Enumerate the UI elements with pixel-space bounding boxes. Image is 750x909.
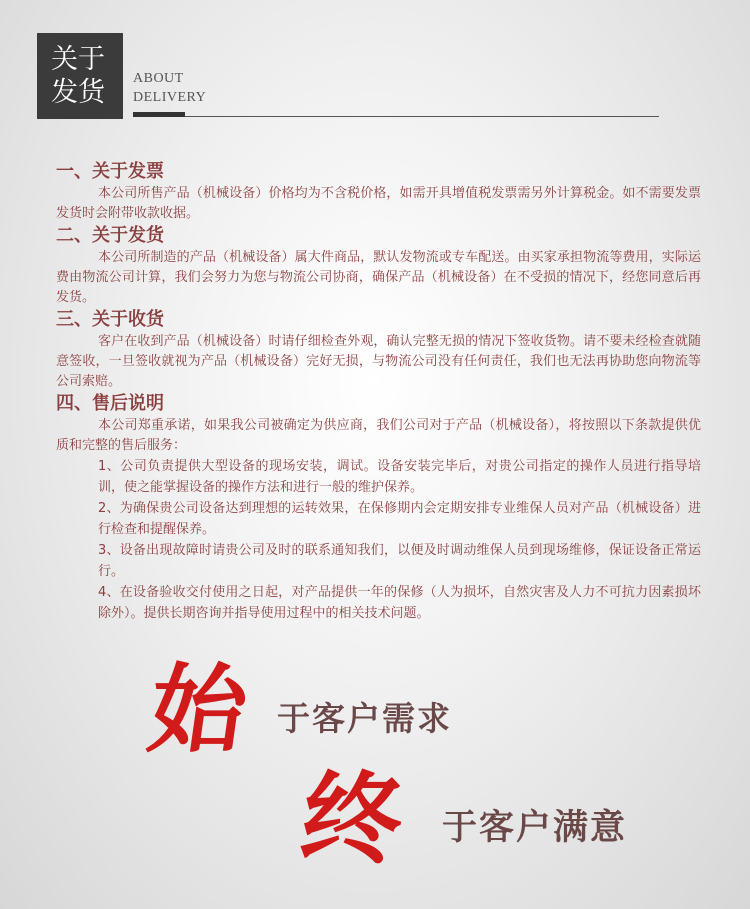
section-paragraph: 本公司所售产品（机械设备）价格均为不含税价格，如需开具增值税发票需另外计算税金。如不需要发票发货时会附带收款收据。: [56, 186, 701, 221]
header-en-line2: DELIVERY: [133, 90, 207, 105]
section-after-sales: [56, 392, 701, 624]
list-item: 1、公司负责提供大型设备的现场安装，调试。设备安装完毕后，对贵公司指定的操作人员进行指导培训，使之能掌握设备的操作方法和进行一般的维护保养。: [98, 459, 701, 495]
slogan-text-start: 于客户需求: [277, 699, 452, 738]
section-paragraph: 客户在收到产品（机械设备）时请仔细检查外观，确认完整无损的情况下签收货物。请不要未经检查就随意签收，一旦签收就视为产品（机械设备）完好无损，与物流公司没有任何责任，我们也无法再协助您向物流等公司索赔。: [56, 334, 701, 389]
section-invoice: [56, 160, 701, 224]
section-delivery: [56, 224, 701, 308]
section-paragraph: 本公司所制造的产品（机械设备）属大件商品，默认发物流或专车配送。由买家承担物流等费用，实际运费由物流公司计算，我们会努力为您与物流公司协商，确保产品（机械设备）在不受损的情况下，经您同意后再发货。: [56, 250, 701, 305]
list-item: 4、在设备验收交付使用之日起，对产品提供一年的保修（人为损坏，自然灾害及人力不可抗力因素损坏除外）。提供长期咨询并指导使用过程中的相关技术问题。: [98, 585, 701, 621]
section-title: 一、关于发票: [56, 161, 164, 182]
header-english-title: [133, 69, 206, 107]
header-title-line1: 关于: [51, 44, 105, 75]
slogan-calligraphy-end: 终: [293, 760, 411, 878]
section-title: 二、关于发货: [56, 225, 164, 246]
header-title-box: [37, 33, 123, 119]
header-en-line1: ABOUT: [133, 71, 184, 86]
slogan-calligraphy-start: 始: [142, 653, 255, 766]
section-title: 四、售后说明: [56, 393, 164, 414]
section-title: 三、关于收货: [56, 309, 164, 330]
section-paragraph: 本公司郑重承诺，如果我公司被确定为供应商，我们公司对于产品（机械设备），将按照以下条款提供优质和完整的售后服务：: [56, 418, 701, 453]
after-sales-list: [56, 456, 701, 624]
list-item: 2、为确保贵公司设备达到理想的运转效果，在保修期内会定期安排专业维保人员对产品（机械设备）进行检查和提醒保养。: [98, 501, 701, 537]
policy-content: [56, 160, 701, 624]
header-rule-accent: [133, 112, 185, 117]
list-item: 3、设备出现故障时请贵公司及时的联系通知我们，以便及时调动维保人员到现场维修，保证设备正常运行。: [98, 543, 701, 579]
section-receiving: [56, 308, 701, 392]
header-title-line2: 发货: [51, 77, 105, 108]
slogan-text-end: 于客户满意: [442, 808, 628, 848]
header-rule-line: [185, 116, 659, 117]
